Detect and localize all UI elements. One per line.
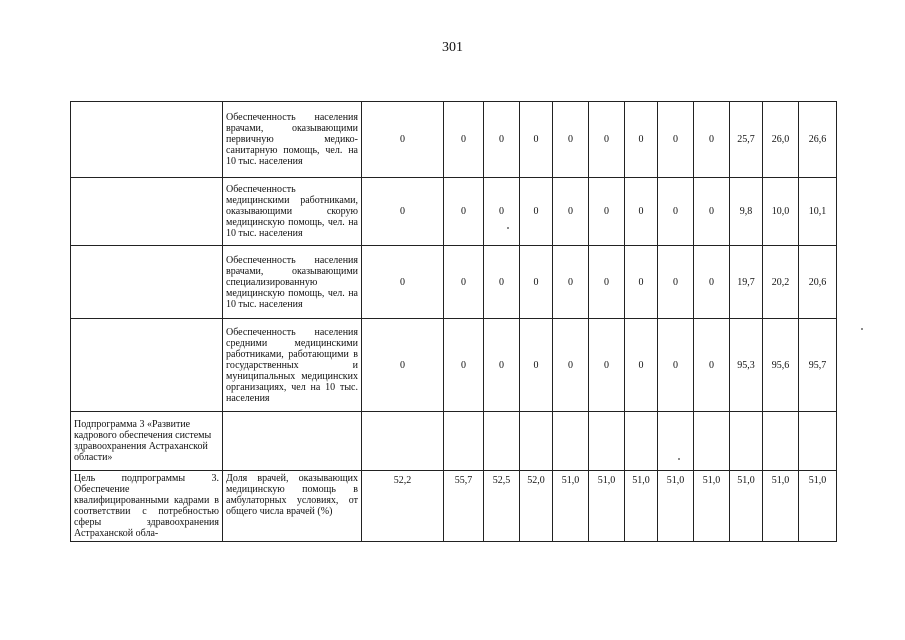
value-cell: 0 xyxy=(553,102,589,178)
table-cell-empty xyxy=(730,412,763,471)
value-cell: 26,0 xyxy=(763,102,799,178)
table-cell-empty xyxy=(553,412,589,471)
value-cell: 26,6 xyxy=(799,102,837,178)
table-cell-empty xyxy=(658,412,694,471)
value-cell: 51,0 xyxy=(658,471,694,542)
value-cell: 10,1 xyxy=(799,178,837,246)
indicator-name: Обеспеченность населения врачами, оказывающими первичную медико-санитарную помощь, чел. на 10 тыс. населения xyxy=(223,102,362,178)
indicator-name: Доля врачей, оказывающих медицинскую помощь в амбулаторных условиях, от общего числа врачей (%) xyxy=(223,471,362,542)
value-cell: 0 xyxy=(444,246,484,319)
value-cell: 0 xyxy=(520,246,553,319)
table-cell-empty xyxy=(223,412,362,471)
table-cell-empty xyxy=(484,412,520,471)
value-cell: 0 xyxy=(625,102,658,178)
value-cell: 51,0 xyxy=(799,471,837,542)
value-cell: 51,0 xyxy=(553,471,589,542)
table-cell-empty xyxy=(71,102,223,178)
value-cell: 51,0 xyxy=(730,471,763,542)
value-cell: 0 xyxy=(589,246,625,319)
value-cell: 25,7 xyxy=(730,102,763,178)
value-cell: 0 xyxy=(658,178,694,246)
value-cell: 10,0 xyxy=(763,178,799,246)
value-cell: 0 xyxy=(658,319,694,412)
value-cell: 9,8 xyxy=(730,178,763,246)
value-cell: 51,0 xyxy=(589,471,625,542)
value-cell: 0 xyxy=(444,319,484,412)
value-cell: 95,6 xyxy=(763,319,799,412)
table-cell-empty xyxy=(625,412,658,471)
scan-speck xyxy=(861,328,863,330)
value-cell: 0 xyxy=(484,319,520,412)
value-cell: 0 xyxy=(520,102,553,178)
value-cell: 20,6 xyxy=(799,246,837,319)
value-cell: 0 xyxy=(444,178,484,246)
value-cell: 51,0 xyxy=(763,471,799,542)
page-number: 301 xyxy=(442,40,463,55)
value-cell: 0 xyxy=(520,319,553,412)
indicators-table xyxy=(70,101,837,542)
scan-speck xyxy=(678,458,680,460)
value-cell: 0 xyxy=(589,319,625,412)
value-cell: 0 xyxy=(484,246,520,319)
value-cell: 0 xyxy=(444,102,484,178)
table-cell-empty xyxy=(694,412,730,471)
value-cell: 0 xyxy=(694,246,730,319)
value-cell: 0 xyxy=(694,319,730,412)
value-cell: 0 xyxy=(694,178,730,246)
table-cell-empty xyxy=(444,412,484,471)
table-cell-empty xyxy=(71,246,223,319)
value-cell: 0 xyxy=(362,319,444,412)
value-cell: 0 xyxy=(658,102,694,178)
table-row xyxy=(71,246,837,319)
subprogram-title: Подпрограмма 3 «Развитие кадрового обеспечения системы здравоохранения Астраханской области» xyxy=(71,412,223,471)
indicator-name: Обеспеченность населения средними медицинскими работниками, работающими в государственных и муниципальных медицинских организациях, чел на 10 тыс. населения xyxy=(223,319,362,412)
table-cell-empty xyxy=(71,319,223,412)
table-cell-empty xyxy=(799,412,837,471)
table-row xyxy=(71,102,837,178)
value-cell: 0 xyxy=(484,102,520,178)
value-cell: 0 xyxy=(520,178,553,246)
value-cell: 51,0 xyxy=(625,471,658,542)
goal-row xyxy=(71,471,837,542)
table-cell-empty xyxy=(520,412,553,471)
subprogram-goal: Цель подпрограммы 3. Обеспечение квалифицированными кадрами в соответствии с потребностью сферы здравоохранения Астраханской обла- xyxy=(71,471,223,542)
value-cell: 0 xyxy=(625,178,658,246)
value-cell: 0 xyxy=(658,246,694,319)
value-cell: 0 xyxy=(553,178,589,246)
value-cell: 0 xyxy=(553,246,589,319)
value-cell: 52,0 xyxy=(520,471,553,542)
indicator-name: Обеспеченность медицинскими работниками, оказывающими скорую медицинскую помощь, чел. на 10 тыс. населения xyxy=(223,178,362,246)
value-cell: 0 xyxy=(589,178,625,246)
value-cell: 19,7 xyxy=(730,246,763,319)
table-cell-empty xyxy=(71,178,223,246)
indicator-name: Обеспеченность населения врачами, оказывающими специализированную медицинскую помощь, чел. на 10 тыс. населения xyxy=(223,246,362,319)
value-cell: 0 xyxy=(625,246,658,319)
table-row xyxy=(71,178,837,246)
value-cell: 0 xyxy=(484,178,520,246)
value-cell: 51,0 xyxy=(694,471,730,542)
table-cell-empty xyxy=(589,412,625,471)
value-cell: 95,3 xyxy=(730,319,763,412)
value-cell: 0 xyxy=(362,178,444,246)
value-cell: 0 xyxy=(589,102,625,178)
value-cell: 0 xyxy=(362,102,444,178)
value-cell: 55,7 xyxy=(444,471,484,542)
value-cell: 20,2 xyxy=(763,246,799,319)
subprogram-row xyxy=(71,412,837,471)
value-cell: 0 xyxy=(625,319,658,412)
value-cell: 0 xyxy=(553,319,589,412)
value-cell: 52,5 xyxy=(484,471,520,542)
table-cell-empty xyxy=(362,412,444,471)
table-cell-empty xyxy=(763,412,799,471)
value-cell: 95,7 xyxy=(799,319,837,412)
value-cell: 0 xyxy=(694,102,730,178)
scan-speck xyxy=(507,227,509,229)
table-row xyxy=(71,319,837,412)
value-cell: 52,2 xyxy=(362,471,444,542)
value-cell: 0 xyxy=(362,246,444,319)
